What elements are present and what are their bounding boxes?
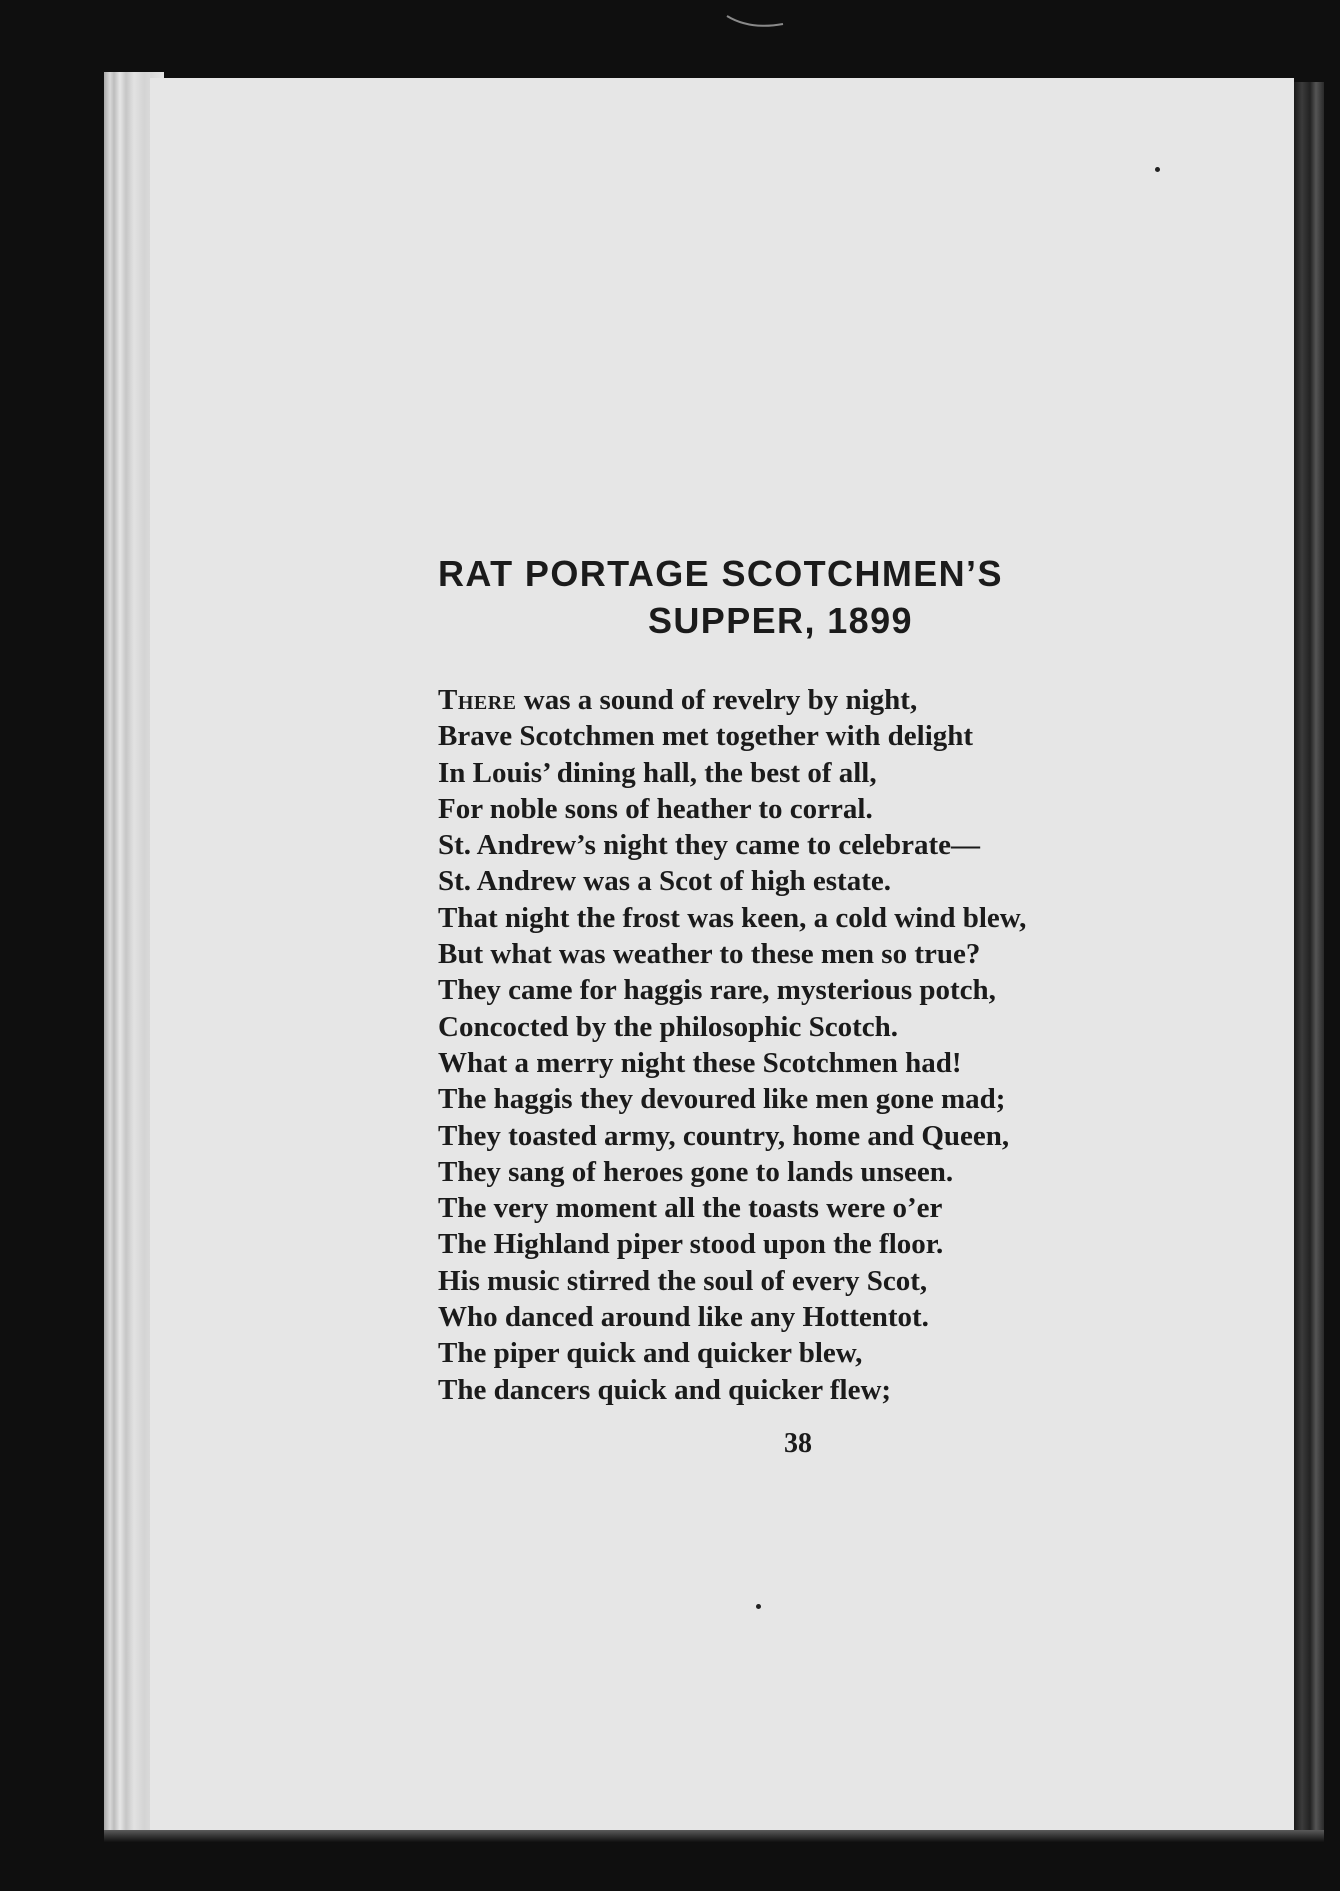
poem-first-line-rest: was a sound of revelry by night, [516,684,918,716]
poem-line: They sang of heroes gone to lands unseen. [438,1155,954,1188]
poem-line: The haggis they devoured like men gone mad; [438,1083,1006,1116]
poem-line: The Highland piper stood upon the floor. [438,1228,944,1261]
poem-line: For noble sons of heather to corral. [438,792,873,825]
poem-first-word: There [438,684,517,716]
poem-line: Who danced around like any Hottentot. [438,1301,929,1334]
poem-line: They came for haggis rare, mysterious potch, [438,974,996,1007]
poem-line: Brave Scotchmen met together with delight [438,720,974,753]
dust-speck [1155,167,1160,172]
dust-speck [756,1604,761,1609]
page-content [438,550,1158,1408]
poem-line: St. Andrew’s night they came to celebrate— [438,829,981,862]
poem-body [438,682,1158,1408]
poem-line: But what was weather to these men so true? [438,938,981,971]
title-line-1: RAT PORTAGE SCOTCHMEN’S [438,553,1003,594]
poem-line: The piper quick and quicker blew, [438,1337,863,1370]
poem-line: Concocted by the philosophic Scotch. [438,1010,899,1043]
poem-line: What a merry night these Scotchmen had! [438,1046,962,1079]
poem-line: That night the frost was keen, a cold wind blew, [438,901,1027,934]
poem-line: His music stirred the soul of every Scot, [438,1264,928,1297]
binding-mark [725,14,785,30]
poem-line: In Louis’ dining hall, the best of all, [438,756,877,789]
poem-line: They toasted army, country, home and Queen, [438,1119,1010,1152]
page-number: 38 [784,1428,812,1459]
poem-title [438,550,1158,644]
poem-line: The dancers quick and quicker flew; [438,1373,892,1406]
poem-line: St. Andrew was a Scot of high estate. [438,865,891,898]
poem-line: The very moment all the toasts were o’er [438,1192,943,1225]
poem-line [438,682,1158,718]
cover-edge [1294,82,1324,1830]
page-bottom-shadow [104,1830,1324,1842]
title-line-2: SUPPER, 1899 [648,600,913,641]
